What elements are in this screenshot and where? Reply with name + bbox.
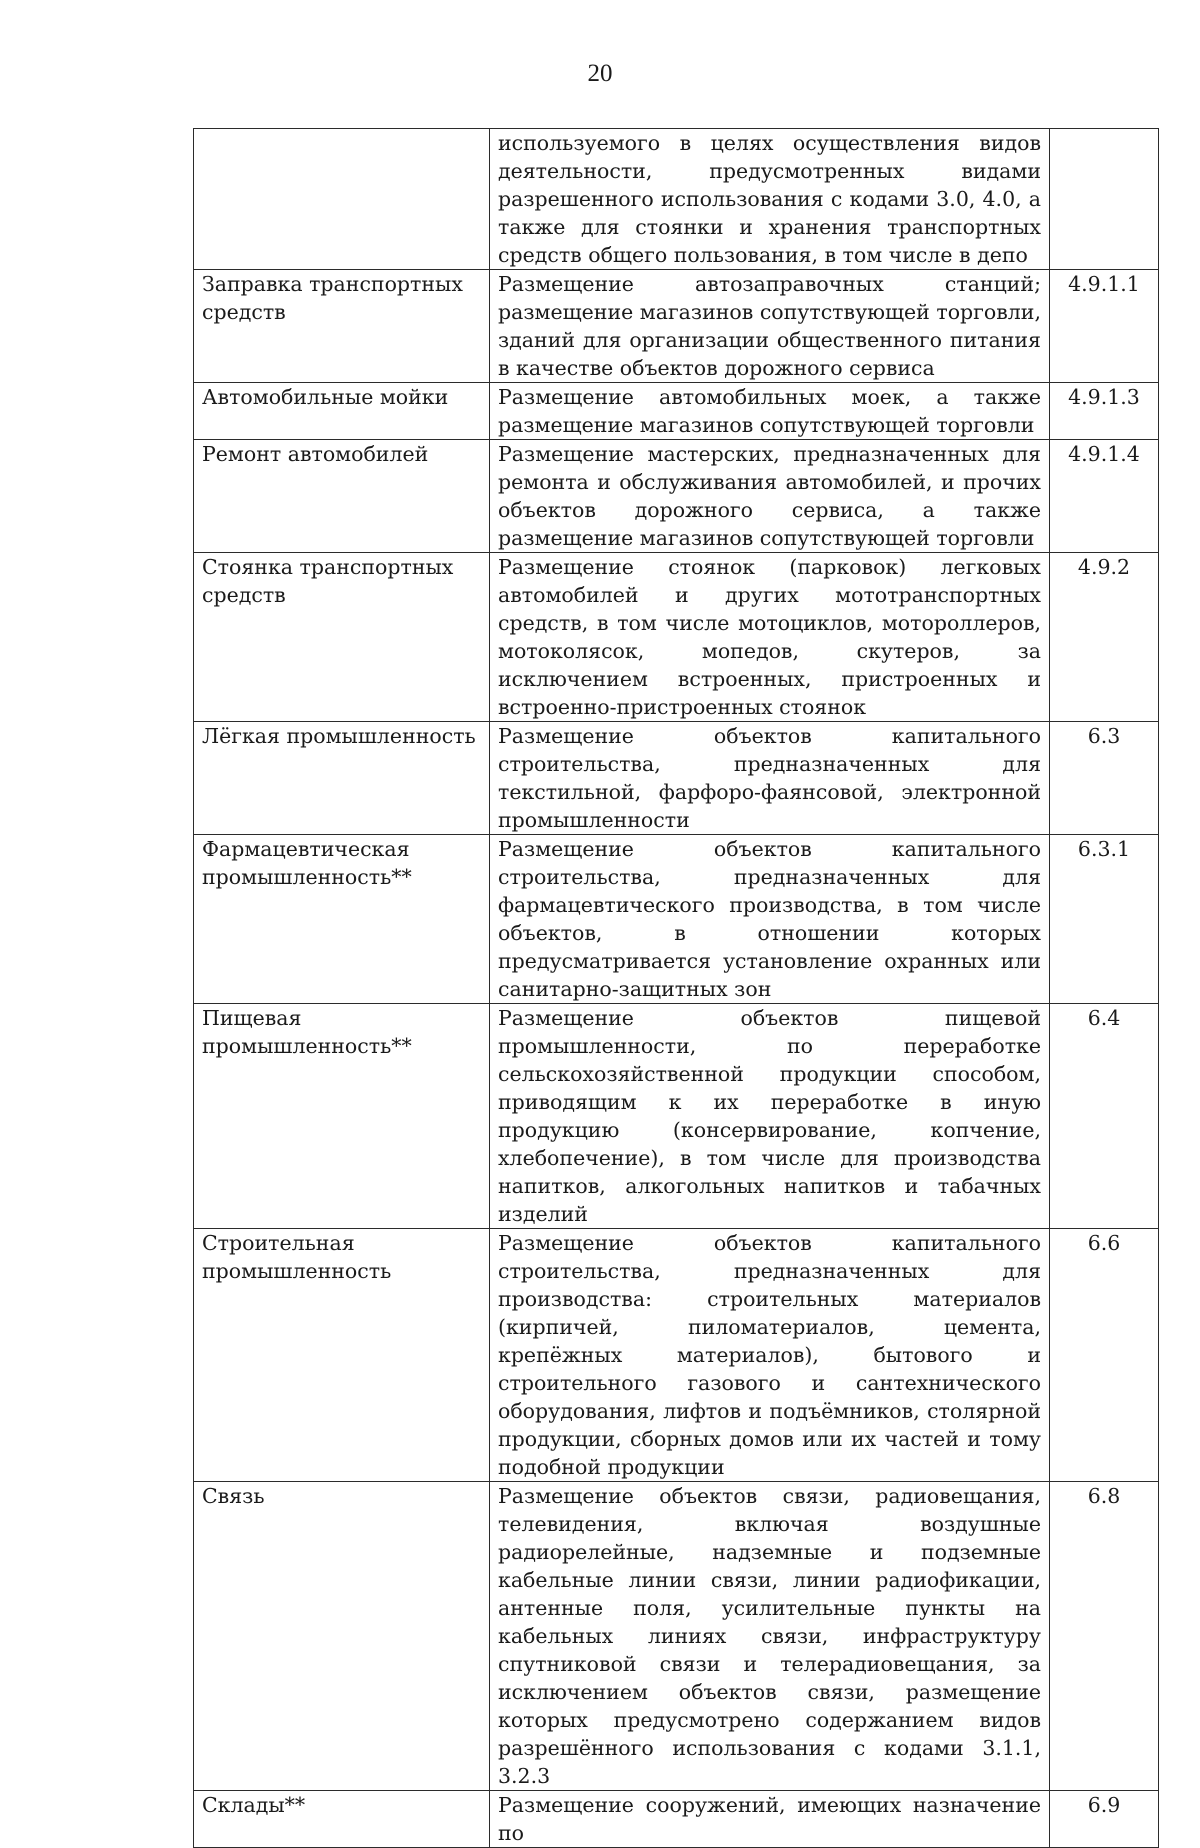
table-row [194, 383, 1159, 440]
use-code-cell: 4.9.2 [1050, 553, 1159, 722]
use-description-cell: Размещение стоянок (парковок) легковых автомобилей и других мототранспортных средств, в том числе мотоциклов, мотороллеров, мотоколясок, мопедов, скутеров, за исключением встроенных, пристроенных и встроенно-пристроенных стоянок [490, 553, 1050, 722]
use-name-cell: Строительная промышленность [194, 1229, 490, 1482]
use-code-cell: 4.9.1.1 [1050, 270, 1159, 383]
use-code-cell: 6.4 [1050, 1004, 1159, 1229]
use-name-cell: Пищевая промышленность** [194, 1004, 490, 1229]
use-description-cell: Размещение мастерских, предназначенных для ремонта и обслуживания автомобилей, и прочих объектов дорожного сервиса, а также размещение магазинов сопутствующей торговли [490, 440, 1050, 553]
use-name-cell [194, 129, 490, 270]
table-row [194, 270, 1159, 383]
use-description-cell: Размещение объектов капитального строительства, предназначенных для фармацевтического производства, в том числе объектов, в отношении которых предусматривается установление охранных или санитарно-защитных зон [490, 835, 1050, 1004]
use-code-cell [1050, 129, 1159, 270]
use-description-cell: Размещение автомобильных моек, а также размещение магазинов сопутствующей торговли [490, 383, 1050, 440]
table-row [194, 1004, 1159, 1229]
table-row [194, 1791, 1159, 1848]
use-name-cell: Склады** [194, 1791, 490, 1848]
page-number: 20 [587, 60, 613, 87]
use-code-cell: 4.9.1.3 [1050, 383, 1159, 440]
use-code-cell: 4.9.1.4 [1050, 440, 1159, 553]
use-code-cell: 6.6 [1050, 1229, 1159, 1482]
use-code-cell: 6.9 [1050, 1791, 1159, 1848]
land-use-table [193, 128, 1159, 1848]
use-description-cell: Размещение автозаправочных станций; размещение магазинов сопутствующей торговли, зданий для организации общественного питания в качестве объектов дорожного сервиса [490, 270, 1050, 383]
table-row [194, 722, 1159, 835]
use-name-cell: Заправка транспортных средств [194, 270, 490, 383]
use-code-cell: 6.3 [1050, 722, 1159, 835]
table-row [194, 1229, 1159, 1482]
use-name-cell: Ремонт автомобилей [194, 440, 490, 553]
use-name-cell: Стоянка транспортных средств [194, 553, 490, 722]
use-name-cell: Лёгкая промышленность [194, 722, 490, 835]
use-name-cell: Фармацевтическая промышленность** [194, 835, 490, 1004]
use-description-cell: Размещение сооружений, имеющих назначение по [490, 1791, 1050, 1848]
use-name-cell: Связь [194, 1482, 490, 1791]
use-code-cell: 6.8 [1050, 1482, 1159, 1791]
use-description-cell: Размещение объектов пищевой промышленности, по переработке сельскохозяйственной продукции способом, приводящим к их переработке в иную продукцию (консервирование, копчение, хлебопечение), в том числе для производства напитков, алкогольных напитков и табачных изделий [490, 1004, 1050, 1229]
use-code-cell: 6.3.1 [1050, 835, 1159, 1004]
table-row [194, 129, 1159, 270]
use-name-cell: Автомобильные мойки [194, 383, 490, 440]
use-description-cell: используемого в целях осуществления видов деятельности, предусмотренных видами разрешенного использования с кодами 3.0, 4.0, а также для стоянки и хранения транспортных средств общего пользования, в том числе в депо [490, 129, 1050, 270]
use-description-cell: Размещение объектов связи, радиовещания, телевидения, включая воздушные радиорелейные, надземные и подземные кабельные линии связи, линии радиофикации, антенные поля, усилительные пункты на кабельных линиях связи, инфраструктуру спутниковой связи и телерадиовещания, за исключением объектов связи, размещение которых предусмотрено содержанием видов разрешённого использования с кодами 3.1.1, 3.2.3 [490, 1482, 1050, 1791]
table-row [194, 553, 1159, 722]
table-row [194, 1482, 1159, 1791]
table-row [194, 835, 1159, 1004]
use-description-cell: Размещение объектов капитального строительства, предназначенных для производства: строительных материалов (кирпичей, пиломатериалов, цемента, крепёжных материалов), бытового и строительного газового и сантехнического оборудования, лифтов и подъёмников, столярной продукции, сборных домов или их частей и тому подобной продукции [490, 1229, 1050, 1482]
table-row [194, 440, 1159, 553]
use-description-cell: Размещение объектов капитального строительства, предназначенных для текстильной, фарфоро-фаянсовой, электронной промышленности [490, 722, 1050, 835]
table-body [194, 129, 1159, 1848]
